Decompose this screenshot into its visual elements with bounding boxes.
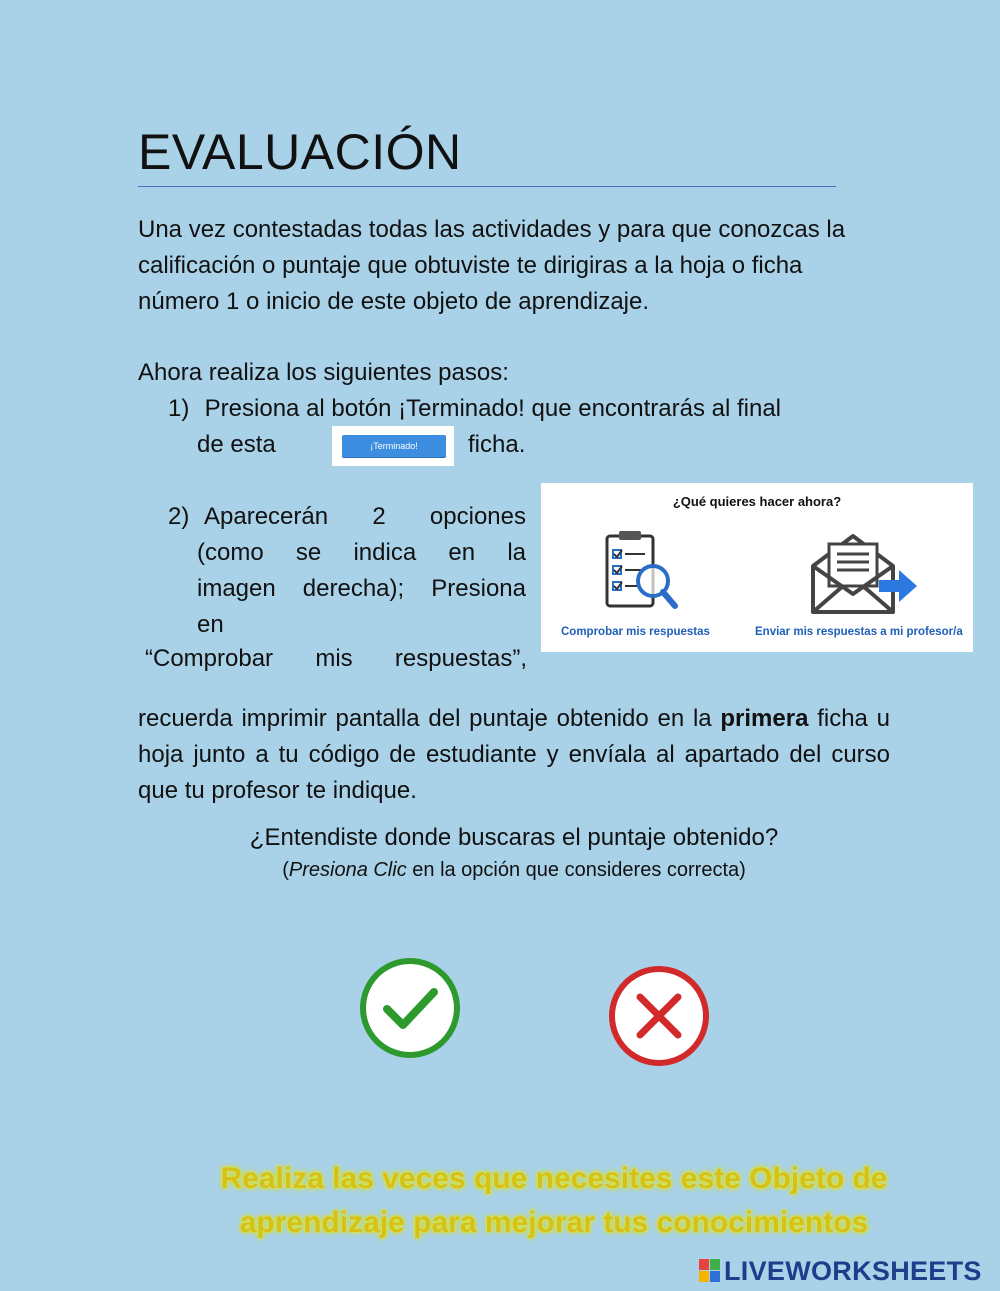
step-2-quote: “Comprobar mis respuestas”, bbox=[145, 645, 527, 672]
dialog-title: ¿Qué quieres hacer ahora? bbox=[672, 494, 842, 509]
checkmark-icon bbox=[360, 958, 460, 1058]
question-instructions-open: ( bbox=[282, 859, 289, 881]
question-instructions-rest: en la opción que consideres correcta) bbox=[406, 859, 746, 881]
liveworksheets-logo bbox=[698, 1254, 982, 1288]
step-2-text: Aparecerán 2 opciones bbox=[204, 503, 526, 530]
step-1-number: 1) bbox=[168, 395, 190, 422]
question-instructions-italic: Presiona Clic bbox=[288, 859, 407, 881]
title-divider bbox=[138, 186, 836, 187]
option-send-answers: Enviar mis respuestas a mi profesor/a bbox=[755, 626, 963, 638]
step-1-text: Presiona al botón ¡Terminado! que encontrarás al final bbox=[204, 395, 782, 422]
step-2 bbox=[168, 499, 526, 643]
page-title: EVALUACIÓN bbox=[138, 124, 462, 180]
step-2-number: 2) bbox=[168, 503, 190, 530]
question-instructions bbox=[0, 855, 1000, 885]
envelope-send-icon bbox=[803, 528, 921, 618]
options-dialog-image bbox=[541, 483, 973, 652]
terminado-button-image bbox=[332, 426, 454, 466]
step-2-line: imagen derecha); Presiona bbox=[197, 575, 526, 602]
cross-icon bbox=[608, 965, 710, 1067]
option-check-answers: Comprobar mis respuestas bbox=[561, 626, 710, 638]
step-1 bbox=[168, 391, 888, 427]
steps-intro: Ahora realiza los siguientes pasos: bbox=[138, 359, 509, 386]
intro-paragraph: Una vez contestadas todas las actividades y para que conozcas la calificación o puntaje que obtuviste te dirigiras a la hoja o ficha número 1 o inicio de este objeto de aprendizaje. bbox=[138, 216, 846, 315]
step-2-line bbox=[168, 499, 526, 535]
footer-message bbox=[195, 1157, 913, 1245]
step-2-instructions-a: recuerda imprimir pantalla del puntaje obtenido en la bbox=[138, 705, 721, 732]
step-2-instructions bbox=[138, 701, 890, 809]
incorrect-answer-button[interactable] bbox=[608, 965, 710, 1067]
footer-line-1: Realiza las veces que necesites este Objeto de bbox=[220, 1162, 888, 1195]
clipboard-magnifier-icon bbox=[599, 528, 679, 618]
terminado-button: ¡Terminado! bbox=[342, 435, 446, 457]
footer-line-2: aprendizaje para mejorar tus conocimientos bbox=[239, 1206, 869, 1239]
step-2-instructions-bold: primera bbox=[720, 705, 809, 732]
correct-answer-button[interactable] bbox=[360, 958, 460, 1058]
liveworksheets-logo-icon bbox=[698, 1258, 722, 1284]
step-2-instructions-b: ficha u hoja junto a tu código de estudiante y envíala al apartado del curso que tu profesor te indique. bbox=[138, 705, 890, 804]
step-1-text-continued: de esta bbox=[197, 431, 276, 458]
step-1-text-end: ficha. bbox=[468, 431, 526, 458]
liveworksheets-logo-text: LIVEWORKSHEETS bbox=[724, 1255, 982, 1286]
question-text: ¿Entendiste donde buscaras el puntaje obtenido? bbox=[249, 824, 779, 851]
step-2-line: en bbox=[197, 611, 224, 638]
step-2-line: (como se indica en la bbox=[197, 539, 526, 566]
